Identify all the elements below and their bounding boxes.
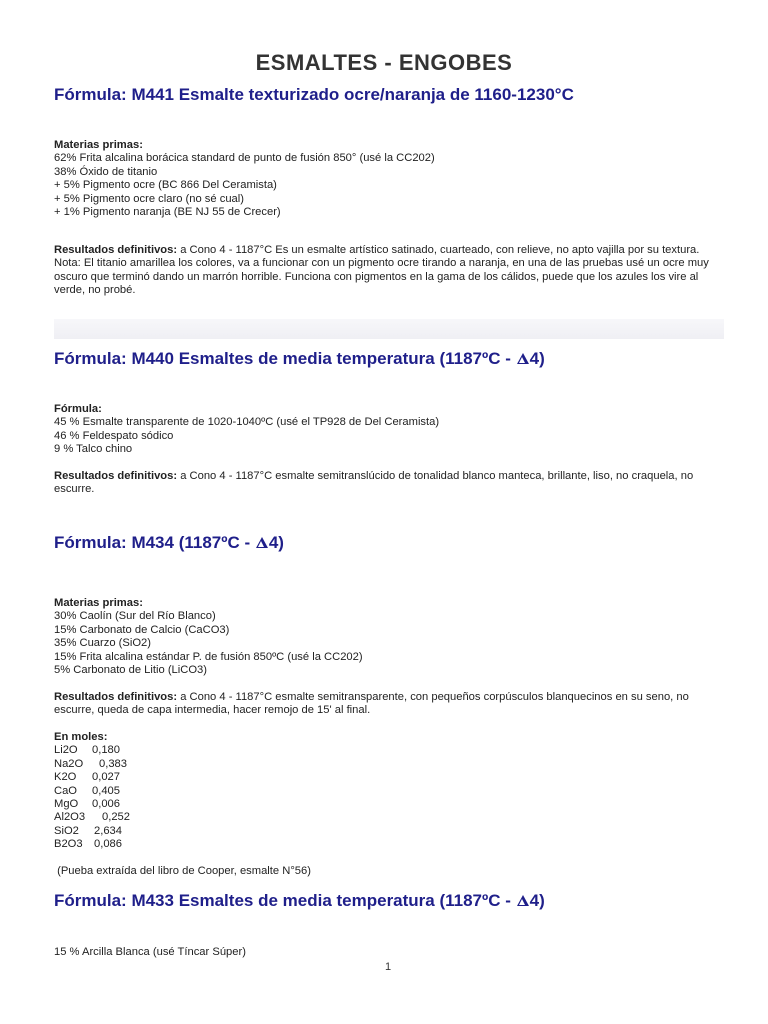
heading-text-end: 4)	[529, 349, 545, 368]
mole-row	[54, 758, 726, 771]
formula-m441-resultados	[54, 244, 726, 298]
formula-item: 45 % Esmalte transparente de 1020-1040ºC (usé el TP928 de Del Ceramista)	[54, 416, 440, 429]
resultados-paragraph	[54, 244, 726, 257]
heading-text: Fórmula: M434 (1187ºC -	[54, 533, 255, 552]
formula-m441-materias	[54, 139, 726, 219]
mole-row	[54, 771, 726, 784]
oxide-value: 0,383	[99, 757, 127, 770]
oxide-value: 2,634	[94, 824, 122, 837]
formula-item: 9 % Talco chino	[54, 443, 133, 456]
oxide-value: 0,405	[92, 784, 120, 797]
formula-m434-materias	[54, 597, 726, 677]
formula-m441-heading: Fórmula: M441 Esmalte texturizado ocre/naranja de 1160-1230°C	[54, 85, 574, 104]
page-number: 1	[384, 961, 392, 973]
materia-item: 35% Cuarzo (SiO2)	[54, 637, 151, 650]
materia-item: + 5% Pigmento ocre (BC 866 Del Ceramista)	[54, 179, 277, 192]
mole-row	[54, 825, 726, 838]
oxide-name: Li2O	[54, 744, 78, 757]
oxide-name: SiO2	[54, 824, 79, 837]
formula-label: Fórmula:	[54, 403, 102, 415]
formula-m440-formula	[54, 403, 726, 457]
materia-item: + 5% Pigmento ocre claro (no sé cual)	[54, 192, 244, 205]
heading-text: Fórmula: M433 Esmaltes de media temperatura (1187ºC -	[54, 891, 516, 910]
formula-m440-resultados	[54, 470, 726, 497]
oxide-name: K2O	[54, 771, 77, 784]
mole-row	[54, 811, 726, 824]
materias-label: Materias primas:	[54, 139, 143, 151]
delta-icon	[517, 895, 529, 906]
resultados-label: Resultados definitivos:	[54, 470, 178, 482]
materia-item: + 1% Pigmento naranja (BE NJ 55 de Crecer)	[54, 206, 281, 219]
mole-row	[54, 838, 726, 851]
oxide-value: 0,086	[94, 838, 122, 851]
resultados-label: Resultados definitivos:	[54, 244, 178, 256]
heading-text-end: 4)	[529, 891, 545, 910]
resultados-text: a Cono 4 - 1187°C Es un esmalte artístico satinado, cuarteado, con relieve, no apto vajilla por su textura.	[177, 244, 700, 256]
oxide-value: 0,006	[92, 798, 120, 811]
heading-text: Fórmula: M440 Esmaltes de media temperatura (1187ºC -	[54, 349, 516, 368]
formula-m434-moles	[54, 731, 726, 852]
resultados-paragraph	[54, 470, 726, 497]
mole-row	[54, 798, 726, 811]
resultados-label: Resultados definitivos:	[54, 691, 178, 703]
resultados-text: a Cono 4 - 1187°C esmalte semitransparente, con pequeños corpúsculos blanquecinos en su seno, no escurre, queda de capa intermedia, hacer remojo de 15' al final.	[54, 691, 689, 717]
oxide-value: 0,252	[102, 811, 130, 824]
materia-item: 30% Caolín (Sur del Río Blanco)	[54, 610, 216, 623]
nota-paragraph: Nota: El titanio amarillea los colores, va a funcionar con un pigmento ocre tirando a naranja, en una de las pruebas usé un ocre muy oscuro que terminó dando un marrón horrible. Funciona con pigmentos en la gama de los cálidos, puede que los azules los vire al verde, no probé.	[54, 257, 709, 297]
source-note: (Pueba extraída del libro de Cooper, esmalte N°56)	[54, 865, 311, 877]
formula-m433-heading	[54, 891, 545, 911]
formula-m434-resultados	[54, 691, 726, 718]
formula-m433-body	[54, 946, 726, 959]
delta-icon	[256, 537, 268, 548]
oxide-name: CaO	[54, 784, 78, 797]
materia-item: 15% Frita alcalina estándar P. de fusión 850ºC (usé la CC202)	[54, 650, 363, 663]
formula-item: 46 % Feldespato sódico	[54, 429, 174, 442]
oxide-name: Al2O3	[54, 811, 86, 824]
oxide-name: B2O3	[54, 838, 83, 851]
formula-m440-heading	[54, 349, 545, 369]
page-title: ESMALTES - ENGOBES	[255, 50, 513, 75]
mole-row	[54, 744, 726, 757]
oxide-name: MgO	[54, 798, 79, 811]
oxide-name: Na2O	[54, 757, 84, 770]
resultados-paragraph	[54, 691, 726, 718]
materia-item: 15% Carbonato de Calcio (CaCO3)	[54, 623, 230, 636]
oxide-value: 0,027	[92, 771, 120, 784]
materia-item: 38% Óxido de titanio	[54, 165, 158, 178]
moles-label: En moles:	[54, 731, 108, 743]
heading-text-end: 4)	[268, 533, 284, 552]
formula-item: 15 % Arcilla Blanca (usé Tíncar Súper)	[54, 946, 246, 958]
resultados-text: a Cono 4 - 1187°C esmalte semitranslúcido de tonalidad blanco manteca, brillante, liso, no craquela, no escurre.	[54, 470, 694, 496]
materia-item: 5% Carbonato de Litio (LiCO3)	[54, 664, 207, 677]
mole-row	[54, 785, 726, 798]
materia-item: 62% Frita alcalina borácica standard de punto de fusión 850° (usé la CC202)	[54, 152, 435, 165]
formula-m434-heading	[54, 533, 284, 553]
materias-label: Materias primas:	[54, 597, 143, 609]
oxide-value: 0,180	[92, 744, 120, 757]
delta-icon	[517, 353, 529, 364]
section-separator	[54, 319, 724, 339]
